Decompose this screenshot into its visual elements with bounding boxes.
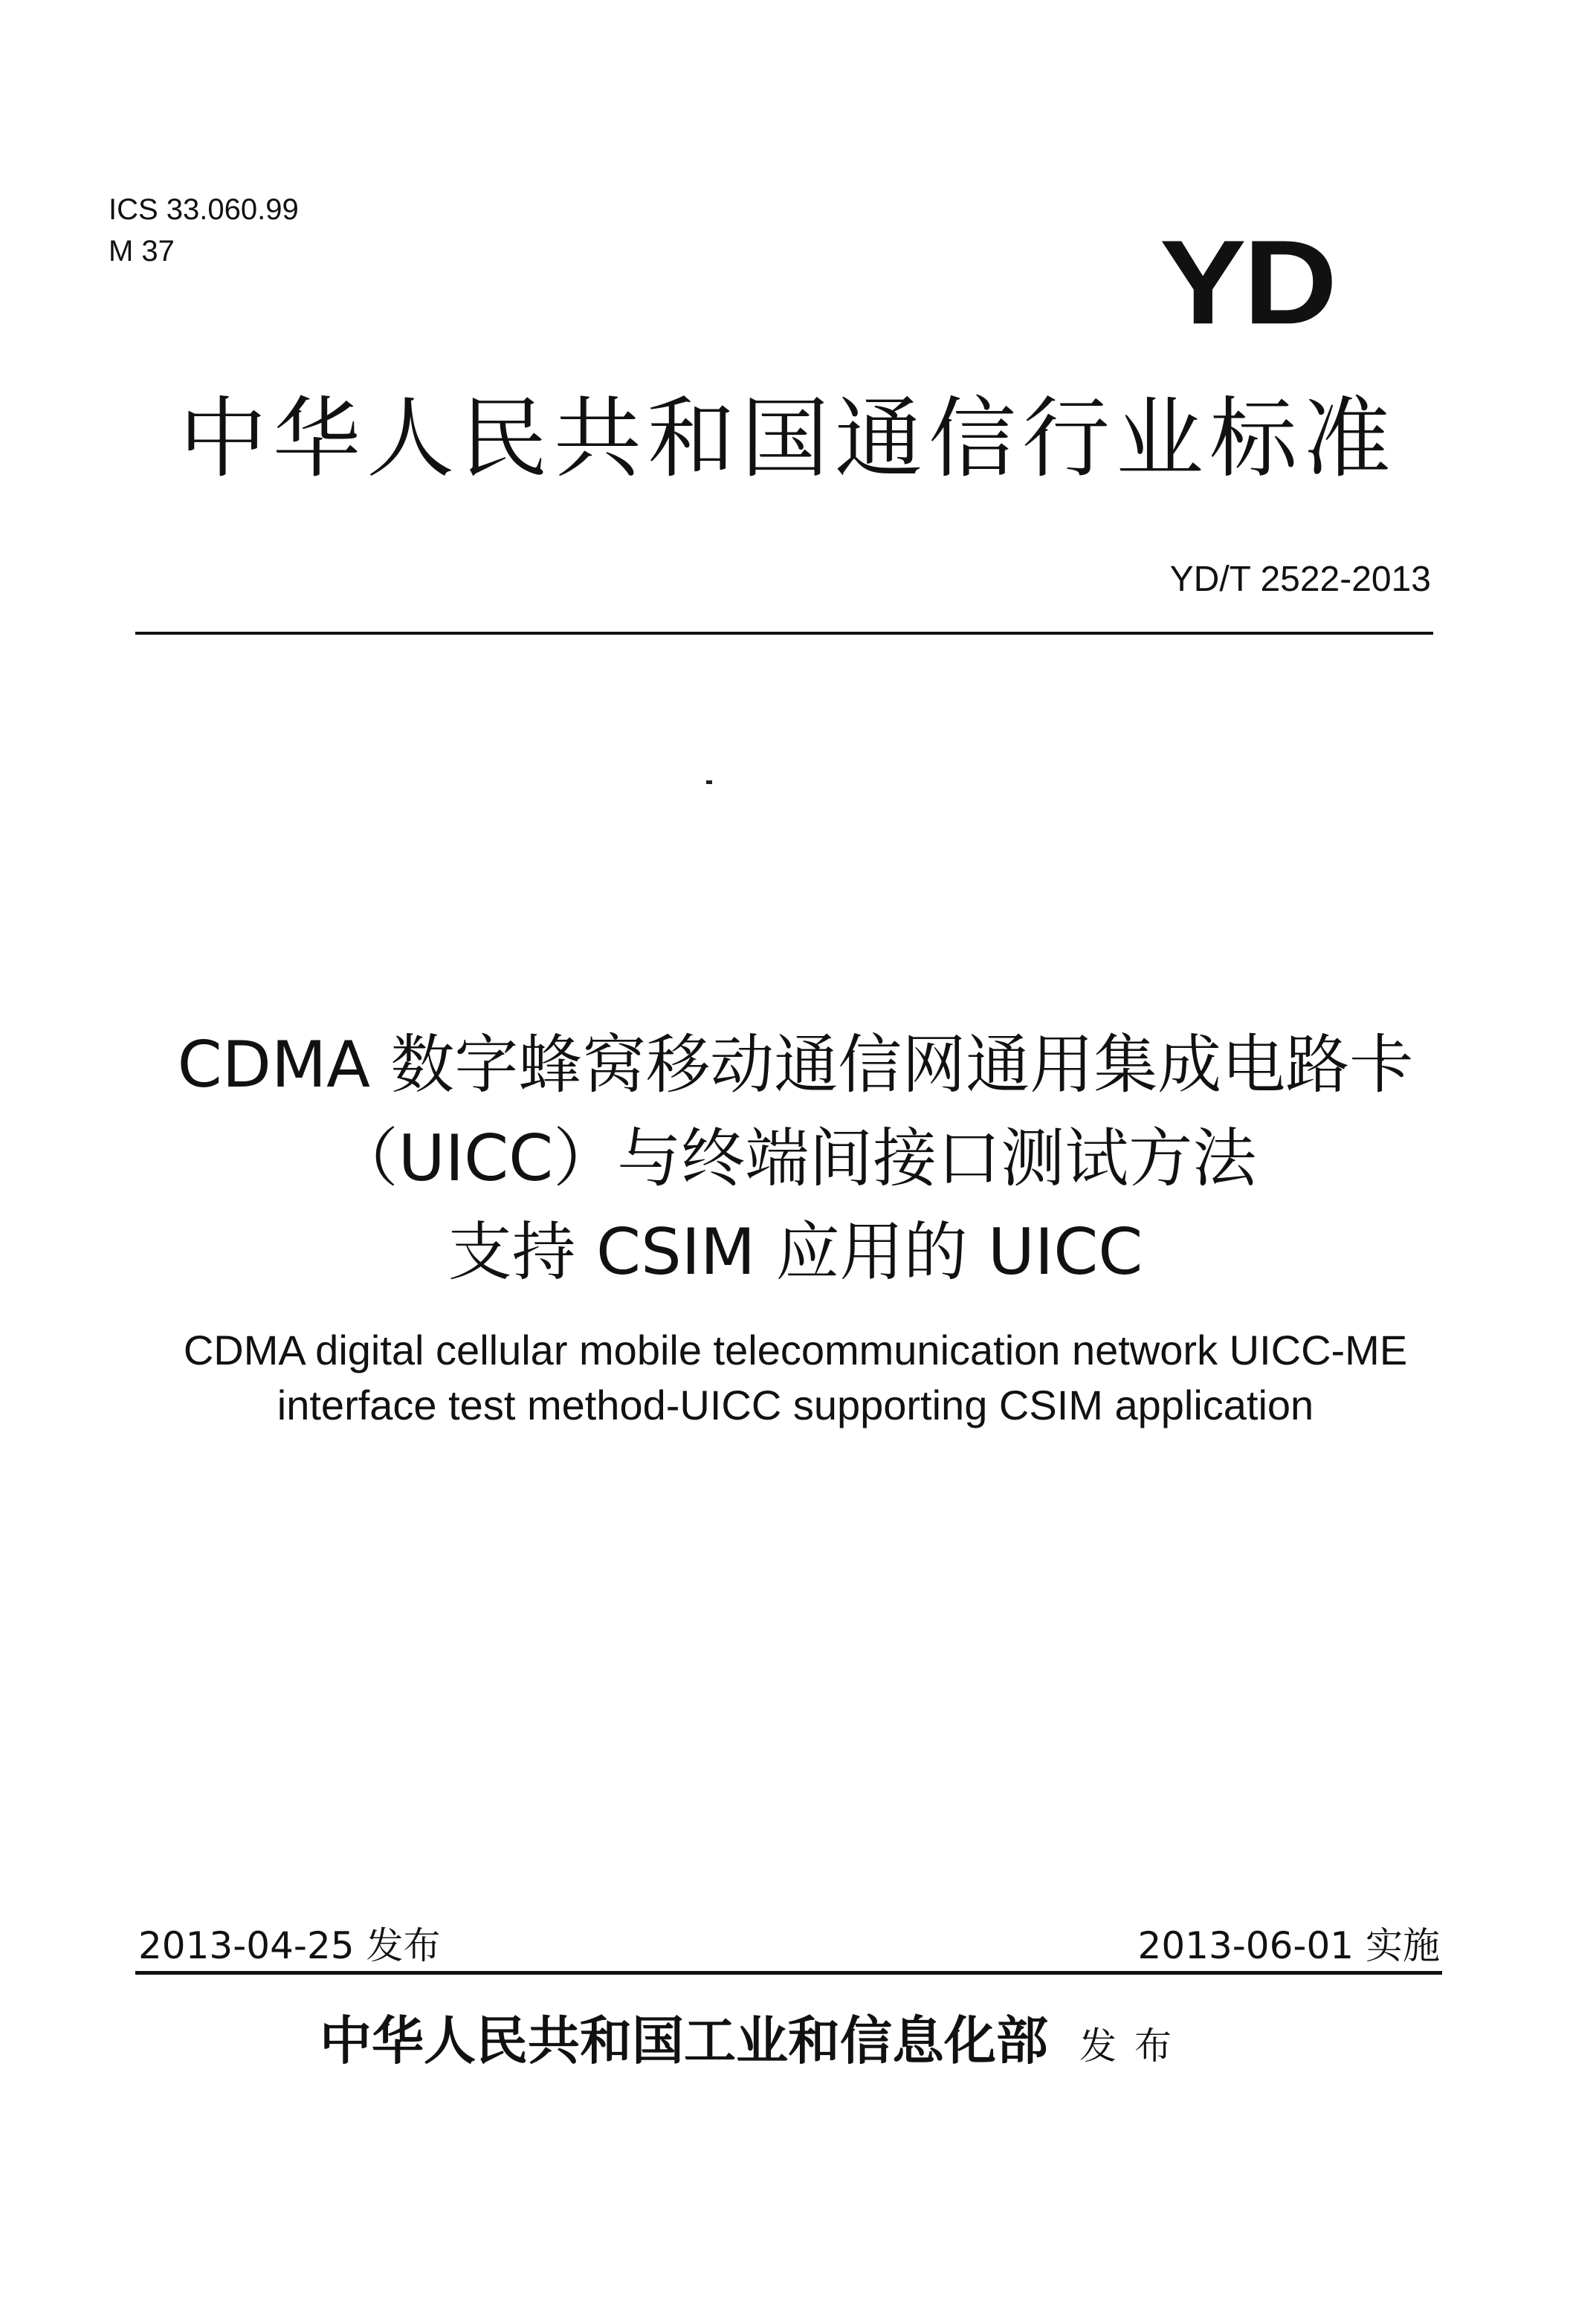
issuer-action: 发布 (1079, 2024, 1189, 2068)
bottom-divider (135, 1971, 1442, 1975)
issuer-row (320, 1999, 1189, 2074)
issuer-name: 中华人民共和国工业和信息化部 (320, 2010, 1048, 2071)
title-cn-line-2: （UICC）与终端间接口测试方法 (334, 1121, 1257, 1196)
title-en-line-1: CDMA digital cellular mobile telecommunication network UICC-ME (183, 1327, 1408, 1373)
document-code: YD/T 2522-2013 (1169, 560, 1431, 599)
yd-logo: YD (1159, 216, 1334, 350)
top-divider (135, 632, 1433, 635)
classification-block (109, 189, 299, 272)
title-cn-line-3: 支持 CSIM 应用的 UICC (448, 1215, 1143, 1289)
title-english (104, 1323, 1487, 1433)
title-en-line-2: interface test method-UICC supporting CSIM application (277, 1382, 1314, 1428)
publish-date: 2013-04-25 发布 (138, 1924, 441, 1967)
ccs-code: M 37 (109, 235, 175, 268)
title-cn-line-1: CDMA 数字蜂窝移动通信网通用集成电路卡 (177, 1028, 1414, 1102)
ics-code: ICS 33.060.99 (109, 193, 299, 226)
effective-date: 2013-06-01 实施 (1137, 1924, 1440, 1967)
standard-type-heading: 中华人民共和国通信行业标准 (178, 387, 1397, 490)
scan-speck (706, 780, 712, 784)
title-chinese (104, 1018, 1487, 1299)
